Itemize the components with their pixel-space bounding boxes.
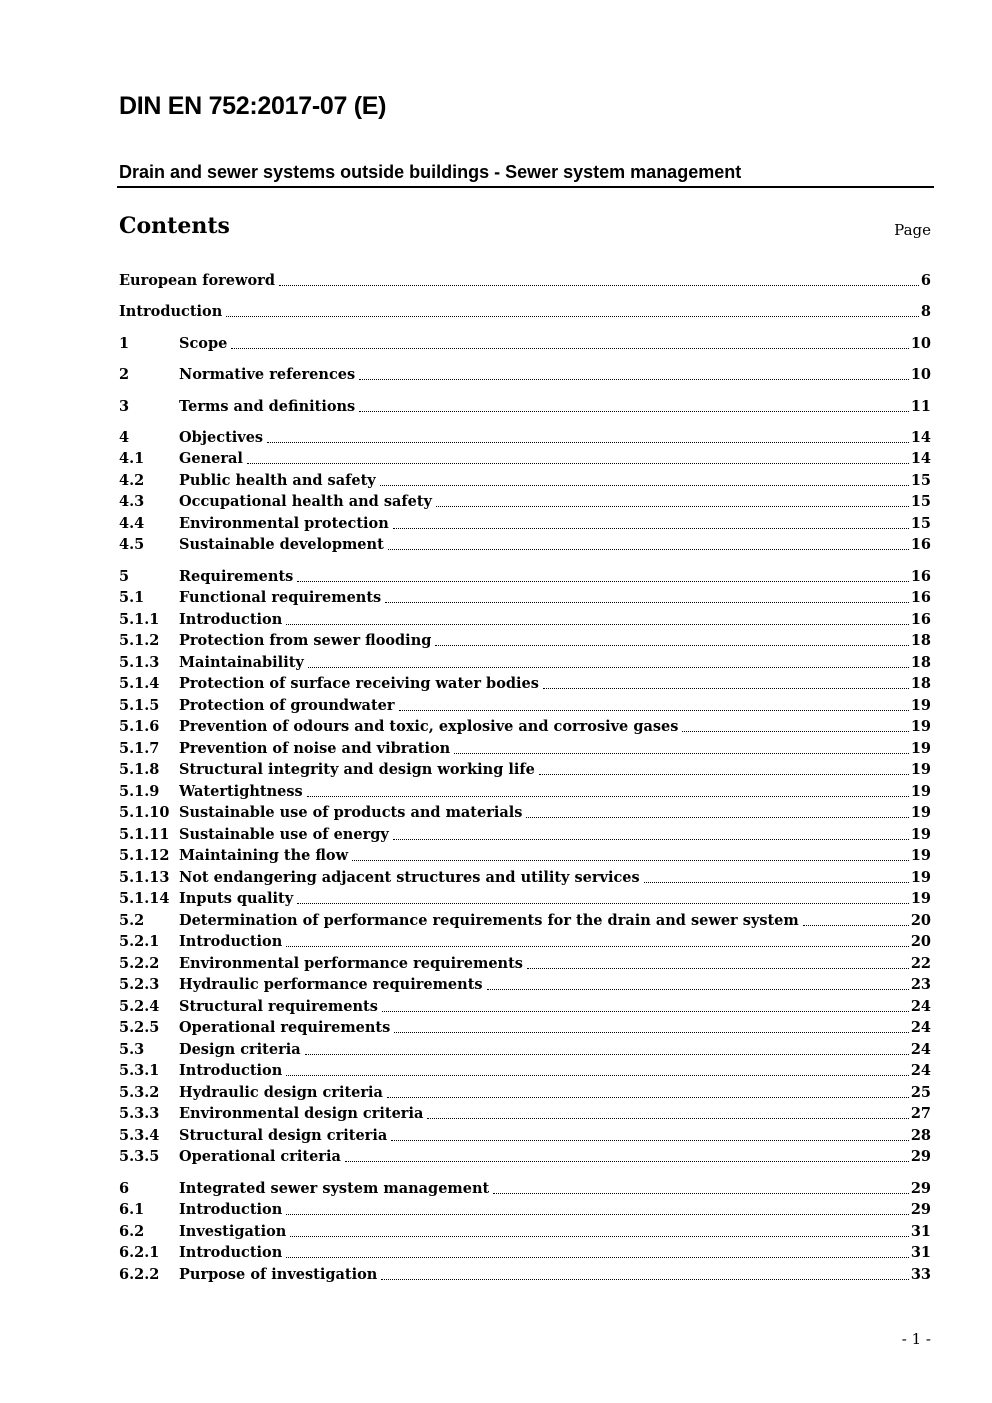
toc-entry-page: 33 bbox=[910, 1266, 931, 1283]
toc-dot-leader bbox=[380, 484, 909, 486]
toc-entry-page: 16 bbox=[910, 568, 931, 585]
toc-entry-page: 18 bbox=[910, 654, 931, 671]
toc-dot-leader bbox=[226, 315, 919, 317]
toc-dot-leader bbox=[382, 1010, 909, 1012]
toc-entry-number: 5.1.12 bbox=[119, 847, 170, 864]
toc-entry[interactable] bbox=[119, 1039, 931, 1061]
toc-entry-title: Not endangering adjacent structures and utility services bbox=[179, 869, 640, 886]
toc-dot-leader bbox=[803, 924, 909, 926]
toc-entry[interactable] bbox=[119, 673, 931, 695]
toc-entry-page: 29 bbox=[910, 1201, 931, 1218]
toc-entry-number: 5.1.14 bbox=[119, 890, 170, 907]
toc-dot-leader bbox=[387, 1096, 909, 1098]
toc-entry-page: 11 bbox=[910, 398, 931, 415]
toc-entry-number: 5.1.11 bbox=[119, 826, 170, 843]
toc-dot-leader bbox=[359, 410, 909, 412]
toc-entry-title: Environmental design criteria bbox=[179, 1105, 424, 1122]
toc-entry[interactable] bbox=[119, 427, 931, 449]
toc-dot-leader bbox=[543, 687, 909, 689]
toc-entry-page: 19 bbox=[910, 718, 931, 735]
toc-entry-page: 15 bbox=[910, 515, 931, 532]
toc-entry-page: 16 bbox=[910, 536, 931, 553]
toc-entry-title: General bbox=[179, 450, 243, 467]
toc-entry-title: Determination of performance requirements for the drain and sewer system bbox=[179, 912, 799, 929]
toc-entry-number: 5.1.1 bbox=[119, 611, 160, 628]
toc-entry-title: Structural integrity and design working life bbox=[179, 761, 535, 778]
toc-dot-leader bbox=[391, 1139, 909, 1141]
toc-entry-page: 8 bbox=[920, 303, 931, 320]
toc-entry[interactable] bbox=[119, 759, 931, 781]
toc-entry-title: Hydraulic design criteria bbox=[179, 1084, 383, 1101]
toc-entry-title: Occupational health and safety bbox=[179, 493, 432, 510]
toc-entry[interactable] bbox=[119, 333, 931, 355]
toc-dot-leader bbox=[286, 1213, 909, 1215]
toc-entry-number: 4.2 bbox=[119, 472, 145, 489]
toc-dot-leader bbox=[305, 1053, 909, 1055]
toc-entry-title: Operational requirements bbox=[179, 1019, 391, 1036]
toc-dot-leader bbox=[644, 881, 909, 883]
toc-entry-title: Watertightness bbox=[179, 783, 303, 800]
toc-dot-leader bbox=[487, 988, 909, 990]
toc-dot-leader bbox=[345, 1160, 909, 1162]
toc-entry[interactable] bbox=[119, 824, 931, 846]
toc-entry[interactable] bbox=[119, 448, 931, 470]
toc-entry-page: 29 bbox=[910, 1180, 931, 1197]
toc-entry-title: Operational criteria bbox=[179, 1148, 341, 1165]
toc-entry[interactable] bbox=[119, 587, 931, 609]
toc-entry-page: 6 bbox=[920, 272, 931, 289]
toc-dot-leader bbox=[297, 902, 909, 904]
toc-entry-number: 6.2.1 bbox=[119, 1244, 160, 1261]
toc-dot-leader bbox=[394, 1031, 909, 1033]
toc-entry[interactable] bbox=[119, 1178, 931, 1200]
toc-entry-number: 5.2.5 bbox=[119, 1019, 160, 1036]
toc-entry[interactable] bbox=[119, 781, 931, 803]
toc-entry-page: 19 bbox=[910, 761, 931, 778]
toc-entry[interactable] bbox=[119, 1125, 931, 1147]
toc-entry-title: Introduction bbox=[119, 303, 223, 320]
toc-entry-number: 4 bbox=[119, 429, 130, 446]
toc-entry-number: 4.5 bbox=[119, 536, 145, 553]
toc-entry-title: Introduction bbox=[179, 1201, 283, 1218]
toc-entry-number: 5.2.4 bbox=[119, 998, 160, 1015]
toc-entry-title: Prevention of odours and toxic, explosive and corrosive gases bbox=[179, 718, 679, 735]
toc-entry-page: 24 bbox=[910, 1041, 931, 1058]
toc-dot-leader bbox=[388, 548, 909, 550]
toc-entry-page: 15 bbox=[910, 493, 931, 510]
toc-entry-page: 20 bbox=[910, 912, 931, 929]
toc-entry-page: 10 bbox=[910, 366, 931, 383]
toc-entry-number: 2 bbox=[119, 366, 130, 383]
toc-entry-title: Environmental protection bbox=[179, 515, 389, 532]
toc-entry-title: Introduction bbox=[179, 611, 283, 628]
toc-entry-number: 5.1.7 bbox=[119, 740, 160, 757]
document-subtitle: Drain and sewer systems outside buildings - Sewer system management bbox=[119, 162, 742, 182]
toc-entry[interactable] bbox=[119, 953, 931, 975]
toc-dot-leader bbox=[359, 378, 909, 380]
toc-dot-leader bbox=[286, 1256, 909, 1258]
toc-dot-leader bbox=[308, 666, 909, 668]
toc-entry-number: 5 bbox=[119, 568, 130, 585]
toc-entry-number: 5.1.9 bbox=[119, 783, 160, 800]
toc-entry-number: 5.3.5 bbox=[119, 1148, 160, 1165]
toc-entry-page: 28 bbox=[910, 1127, 931, 1144]
toc-dot-leader bbox=[393, 838, 909, 840]
toc-dot-leader bbox=[399, 709, 909, 711]
toc-dot-leader bbox=[427, 1117, 908, 1119]
toc-entry-page: 24 bbox=[910, 1019, 931, 1036]
toc-entry-number: 1 bbox=[119, 335, 130, 352]
toc-entry-number: 5.1 bbox=[119, 589, 145, 606]
toc-entry-number: 5.1.8 bbox=[119, 761, 160, 778]
toc-entry-number: 6 bbox=[119, 1180, 130, 1197]
toc-entry[interactable] bbox=[119, 1082, 931, 1104]
toc-dot-leader bbox=[435, 644, 908, 646]
toc-entry[interactable] bbox=[119, 270, 931, 292]
toc-entry-title: Structural design criteria bbox=[179, 1127, 388, 1144]
toc-entry-page: 19 bbox=[910, 697, 931, 714]
toc-entry-page: 15 bbox=[910, 472, 931, 489]
toc-entry-number: 5.2 bbox=[119, 912, 145, 929]
toc-entry[interactable] bbox=[119, 301, 931, 323]
toc-dot-leader bbox=[279, 284, 919, 286]
toc-entry-page: 14 bbox=[910, 429, 931, 446]
page-number: - 1 - bbox=[901, 1330, 931, 1348]
toc-entry-number: 3 bbox=[119, 398, 130, 415]
toc-entry[interactable] bbox=[119, 1221, 931, 1243]
toc-entry-title: Design criteria bbox=[179, 1041, 301, 1058]
toc-entry[interactable] bbox=[119, 1103, 931, 1125]
toc-entry-page: 19 bbox=[910, 826, 931, 843]
toc-entry[interactable] bbox=[119, 1146, 931, 1168]
toc-entry-page: 31 bbox=[910, 1223, 931, 1240]
toc-entry-number: 5.3 bbox=[119, 1041, 145, 1058]
toc-entry-page: 14 bbox=[910, 450, 931, 467]
toc-dot-leader bbox=[527, 967, 909, 969]
toc-entry-title: Sustainable use of products and materials bbox=[179, 804, 523, 821]
toc-entry[interactable] bbox=[119, 1017, 931, 1039]
toc-entry-number: 6.2 bbox=[119, 1223, 145, 1240]
toc-entry-page: 18 bbox=[910, 632, 931, 649]
toc-entry-page: 24 bbox=[910, 998, 931, 1015]
toc-entry-title: Scope bbox=[179, 335, 228, 352]
toc-entry-title: Terms and definitions bbox=[179, 398, 356, 415]
page-column-label: Page bbox=[894, 221, 931, 239]
toc-entry-number: 5.1.4 bbox=[119, 675, 160, 692]
toc-entry[interactable] bbox=[119, 910, 931, 932]
toc-entry-title: Purpose of investigation bbox=[179, 1266, 378, 1283]
toc-dot-leader bbox=[286, 1074, 909, 1076]
toc-entry-title: Protection of groundwater bbox=[179, 697, 395, 714]
toc-entry-page: 31 bbox=[910, 1244, 931, 1261]
toc-entry-number: 5.2.3 bbox=[119, 976, 160, 993]
toc-entry-page: 19 bbox=[910, 869, 931, 886]
toc-dot-leader bbox=[352, 859, 909, 861]
toc-entry-title: Sustainable use of energy bbox=[179, 826, 389, 843]
toc-entry-number: 5.1.10 bbox=[119, 804, 170, 821]
toc-entry-title: Sustainable development bbox=[179, 536, 384, 553]
toc-entry[interactable] bbox=[119, 364, 931, 386]
document-id: DIN EN 752:2017-07 (E) bbox=[119, 92, 387, 120]
toc-entry-number: 4.1 bbox=[119, 450, 145, 467]
toc-entry-title: Introduction bbox=[179, 1244, 283, 1261]
toc-dot-leader bbox=[385, 601, 909, 603]
toc-entry[interactable] bbox=[119, 1199, 931, 1221]
toc-entry-title: Maintainability bbox=[179, 654, 304, 671]
toc-entry-page: 18 bbox=[910, 675, 931, 692]
toc-entry-page: 10 bbox=[910, 335, 931, 352]
toc-entry-page: 22 bbox=[910, 955, 931, 972]
toc-entry[interactable] bbox=[119, 609, 931, 631]
toc-entry-number: 5.2.2 bbox=[119, 955, 160, 972]
toc-entry-number: 5.1.5 bbox=[119, 697, 160, 714]
toc-entry-title: Environmental performance requirements bbox=[179, 955, 523, 972]
toc-entry-title: Inputs quality bbox=[179, 890, 294, 907]
toc-entry-title: European foreword bbox=[119, 272, 275, 289]
toc-entry[interactable] bbox=[119, 996, 931, 1018]
toc-entry-page: 19 bbox=[910, 740, 931, 757]
toc-dot-leader bbox=[231, 347, 908, 349]
toc-dot-leader bbox=[267, 441, 909, 443]
toc-entry-page: 20 bbox=[910, 933, 931, 950]
toc-dot-leader bbox=[682, 730, 908, 732]
toc-entry-number: 5.1.13 bbox=[119, 869, 170, 886]
toc-entry-title: Protection of surface receiving water bodies bbox=[179, 675, 539, 692]
toc-entry-number: 5.2.1 bbox=[119, 933, 160, 950]
toc-entry[interactable] bbox=[119, 652, 931, 674]
toc-entry-title: Hydraulic performance requirements bbox=[179, 976, 483, 993]
toc-entry-title: Requirements bbox=[179, 568, 294, 585]
toc-entry-page: 16 bbox=[910, 611, 931, 628]
toc-entry[interactable] bbox=[119, 1060, 931, 1082]
toc-dot-leader bbox=[493, 1192, 909, 1194]
toc-entry-number: 5.3.4 bbox=[119, 1127, 160, 1144]
toc-entry-title: Maintaining the flow bbox=[179, 847, 349, 864]
toc-entry-page: 25 bbox=[910, 1084, 931, 1101]
toc-entry-page: 19 bbox=[910, 890, 931, 907]
toc-dot-leader bbox=[526, 816, 908, 818]
toc-entry-number: 5.3.2 bbox=[119, 1084, 160, 1101]
contents-heading: Contents bbox=[119, 213, 230, 239]
toc-entry[interactable] bbox=[119, 931, 931, 953]
toc-dot-leader bbox=[393, 527, 909, 529]
toc-entry-title: Protection from sewer flooding bbox=[179, 632, 432, 649]
toc-dot-leader bbox=[286, 945, 909, 947]
toc-dot-leader bbox=[539, 773, 909, 775]
toc-dot-leader bbox=[290, 1235, 909, 1237]
toc-entry-page: 19 bbox=[910, 804, 931, 821]
toc-entry[interactable] bbox=[119, 566, 931, 588]
toc-entry-number: 5.1.3 bbox=[119, 654, 160, 671]
toc-entry[interactable] bbox=[119, 888, 931, 910]
toc-entry-title: Integrated sewer system management bbox=[179, 1180, 490, 1197]
toc-dot-leader bbox=[436, 505, 909, 507]
toc-entry-title: Introduction bbox=[179, 933, 283, 950]
toc-entry-number: 6.2.2 bbox=[119, 1266, 160, 1283]
toc-entry[interactable] bbox=[119, 738, 931, 760]
toc-entry-title: Introduction bbox=[179, 1062, 283, 1079]
toc-entry[interactable] bbox=[119, 1242, 931, 1264]
toc-dot-leader bbox=[307, 795, 909, 797]
toc-entry[interactable] bbox=[119, 802, 931, 824]
toc-entry-number: 4.4 bbox=[119, 515, 145, 532]
toc-entry-number: 5.1.2 bbox=[119, 632, 160, 649]
toc-entry-title: Public health and safety bbox=[179, 472, 376, 489]
toc-entry[interactable] bbox=[119, 716, 931, 738]
toc-entry[interactable] bbox=[119, 396, 931, 418]
toc-entry-title: Functional requirements bbox=[179, 589, 382, 606]
toc-entry-page: 29 bbox=[910, 1148, 931, 1165]
toc-dot-leader bbox=[454, 752, 909, 754]
toc-entry-page: 23 bbox=[910, 976, 931, 993]
toc-entry-page: 24 bbox=[910, 1062, 931, 1079]
toc-dot-leader bbox=[247, 462, 909, 464]
toc-entry-title: Investigation bbox=[179, 1223, 287, 1240]
toc-entry[interactable] bbox=[119, 695, 931, 717]
toc-entry-number: 5.3.3 bbox=[119, 1105, 160, 1122]
toc-entry[interactable] bbox=[119, 867, 931, 889]
toc-entry-page: 19 bbox=[910, 847, 931, 864]
toc-entry-page: 27 bbox=[910, 1105, 931, 1122]
toc-entry[interactable] bbox=[119, 534, 931, 556]
toc-entry-page: 16 bbox=[910, 589, 931, 606]
toc-entry[interactable] bbox=[119, 630, 931, 652]
toc-entry[interactable] bbox=[119, 1264, 931, 1286]
toc-entry-page: 19 bbox=[910, 783, 931, 800]
toc-entry-number: 5.3.1 bbox=[119, 1062, 160, 1079]
toc-entry[interactable] bbox=[119, 470, 931, 492]
toc-entry-number: 4.3 bbox=[119, 493, 145, 510]
toc-entry[interactable] bbox=[119, 974, 931, 996]
toc-entry-title: Objectives bbox=[179, 429, 264, 446]
toc-entry-number: 6.1 bbox=[119, 1201, 145, 1218]
toc-dot-leader bbox=[286, 623, 909, 625]
toc-entry[interactable] bbox=[119, 845, 931, 867]
toc-entry-number: 5.1.6 bbox=[119, 718, 160, 735]
toc-dot-leader bbox=[381, 1278, 908, 1280]
toc-entry-title: Prevention of noise and vibration bbox=[179, 740, 451, 757]
toc-dot-leader bbox=[297, 580, 909, 582]
toc-entry[interactable] bbox=[119, 513, 931, 535]
toc-entry-title: Structural requirements bbox=[179, 998, 378, 1015]
toc-entry[interactable] bbox=[119, 491, 931, 513]
toc-entry-title: Normative references bbox=[179, 366, 356, 383]
